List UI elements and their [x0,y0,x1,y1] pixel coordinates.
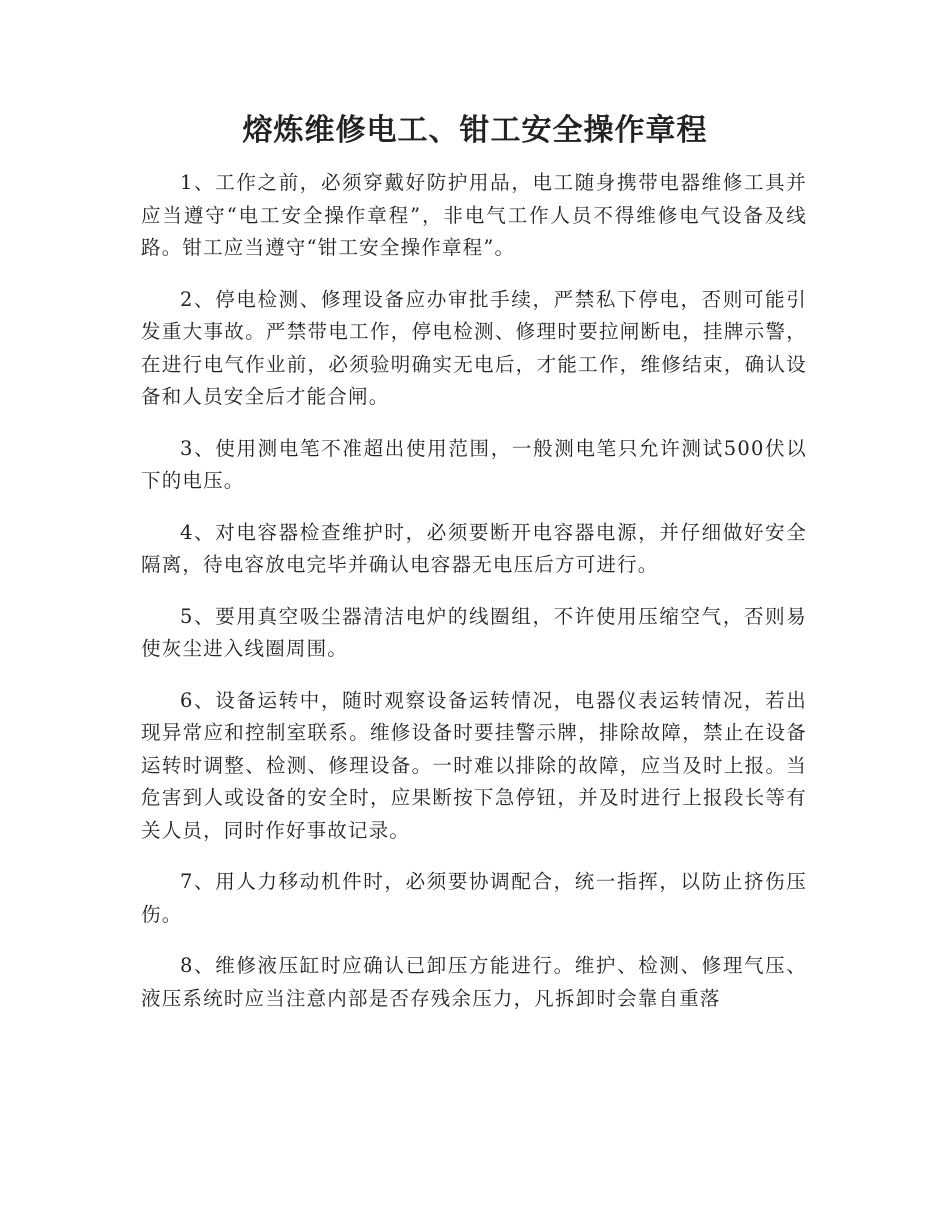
document-body [141,167,807,1034]
paragraph-2: 2、停电检测、修理设备应办审批手续，严禁私下停电，否则可能引发重大事故。严禁带电工作，停电检测、修理时要拉闸断电，挂牌示警，在进行电气作业前，必须验明确实无电后，才能工作，维修结束，确认设备和人员安全后才能合闸。 [141,287,807,408]
paragraph-6: 6、设备运转中，随时观察设备运转情况，电器仪表运转情况，若出现异常应和控制室联系。维修设备时要挂警示牌，排除故障，禁止在设备运转时调整、检测、修理设备。一时难以排除的故障，应当及时上报。当危害到人或设备的安全时，应果断按下急停钮，并及时进行上报段长等有关人员，同时作好事故记录。 [141,688,807,842]
paragraph-1: 1、工作之前，必须穿戴好防护用品，电工随身携带电器维修工具并应当遵守“电工安全操作章程”，非电气工作人员不得维修电气设备及线路。钳工应当遵守“钳工安全操作章程”。 [141,171,807,259]
paragraph-8: 8、维修液压缸时应确认已卸压方能进行。维护、检测、修理气压、液压系统时应当注意内部是否存残余压力，凡拆卸时会靠自重落 [141,954,807,1010]
document-title: 熔炼维修电工、钳工安全操作章程 [242,113,708,148]
paragraph-7: 7、用人力移动机件时，必须要协调配合，统一指挥，以防止挤伤压伤。 [141,870,807,926]
paragraph-5: 5、要用真空吸尘器清洁电炉的线圈组，不许使用压缩空气，否则易使灰尘进入线圈周围。 [141,604,807,660]
paragraph-4: 4、对电容器检查维护时，必须要断开电容器电源，并仔细做好安全隔离，待电容放电完毕并确认电容器无电压后方可进行。 [141,520,807,576]
paragraph-3: 3、使用测电笔不准超出使用范围，一般测电笔只允许测试500伏以下的电压。 [141,436,807,492]
